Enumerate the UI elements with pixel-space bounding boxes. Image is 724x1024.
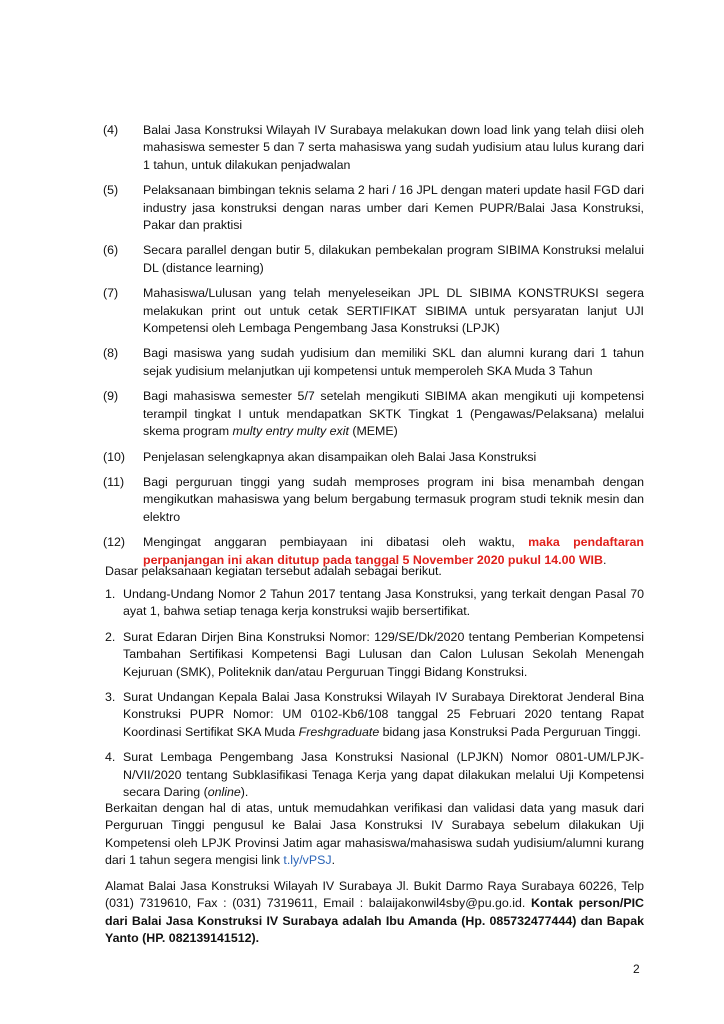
list-item bbox=[103, 242, 644, 277]
item-number: (11) bbox=[103, 474, 125, 489]
list-item bbox=[103, 122, 644, 174]
item-number: (7) bbox=[103, 286, 119, 301]
item-number: 4. bbox=[105, 750, 116, 765]
item-text: Balai Jasa Konstruksi Wilayah IV Surabaya melakukan down load link yang telah diisi oleh mahasiswa semester 5 dan 7 serta mahasiswa yang sudah yudisium atau lulus kurang dari 1 tahun, untuk dilakukan penjadwalan bbox=[143, 123, 644, 172]
paragraph-text: Berkaitan dengan hal di atas, untuk memudahkan verifikasi dan validasi data yang masuk dari Perguruan Tinggi pengusul ke Balai Jasa Konstruksi IV Surabaya sebelum dilakukan Uji Kompetensi oleh LPJK Provinsi Jatim agar mahasiswa/mahasiswa sudah yudisium/alumni kurang dari 1 tahun segera mengisi link bbox=[105, 801, 644, 868]
procedure-list bbox=[103, 122, 644, 577]
list-item bbox=[103, 345, 644, 380]
list-item bbox=[103, 474, 644, 526]
item-text: Bagi perguruan tinggi yang sudah memproses program ini bisa menambah dengan mengikutkan mahasiswa yang belum bergabung termasuk program studi teknik mesin dan elektro bbox=[143, 474, 644, 524]
alamat-paragraph bbox=[105, 878, 644, 948]
item-text-part: ). bbox=[240, 785, 249, 800]
list-item bbox=[103, 182, 644, 234]
item-text: Bagi masiswa yang sudah yudisium dan memiliki SKL dan alumni kurang dari 1 tahun sejak yudisium melanjutkan uji kompetensi untuk memperoleh SKA Muda 3 Tahun bbox=[143, 346, 644, 378]
deadline-notice: maka pendaftaran perpanjangan ini akan ditutup pada tanggal 5 November 2020 pukul 14.00 WIB bbox=[143, 535, 644, 567]
item-number: 2. bbox=[105, 629, 116, 644]
item-text-part: Surat Undangan Kepala Balai Jasa Konstruksi Wilayah IV Surabaya Direktorat Jenderal Bina Konstruksi PUPR Nomor: UM 0102-Kb6/108 tanggal 25 Februari 2020 tentang Rapat Koordinasi Sertifikat SKA Muda bbox=[123, 690, 644, 739]
item-text-part: (MEME) bbox=[348, 424, 398, 439]
item-text-part: Surat Lembaga Pengembang Jasa Konstruksi Nasional (LPJKN) Nomor 0801-UM/LPJK-N/VII/2020 tentang Subklasifikasi Tenaga Kerja yang dapat dilakukan melalui Uji Kompetensi secara Daring ( bbox=[123, 750, 644, 800]
list-item bbox=[105, 629, 644, 681]
registration-link[interactable]: t.ly/vPSJ bbox=[283, 853, 332, 868]
item-number: 3. bbox=[105, 690, 116, 705]
list-item bbox=[105, 749, 644, 801]
item-number: (4) bbox=[103, 123, 119, 137]
item-number: (10) bbox=[103, 449, 126, 464]
list-item bbox=[103, 285, 644, 337]
item-text: Undang-Undang Nomor 2 Tahun 2017 tentang Jasa Konstruksi, yang terkait dengan Pasal 70 ayat 1, bahwa setiap tenaga kerja konstruksi wajib bersertifikat. bbox=[123, 587, 644, 619]
item-text-italic: Freshgraduate bbox=[298, 724, 380, 739]
item-text-italic: multy entry multy exit bbox=[232, 424, 349, 439]
item-number: (8) bbox=[103, 346, 119, 361]
item-text bbox=[123, 689, 644, 741]
dasar-intro: Dasar pelaksanaan kegiatan tersebut adalah sebagai berikut. bbox=[105, 564, 442, 578]
item-text-part: Bagi mahasiswa semester 5/7 setelah mengikuti SIBIMA akan mengikuti uji kompetensi terampil tingkat I untuk mendapatkan SKTK Tingkat 1 (Pengawas/Pelaksana) melalui skema program bbox=[143, 389, 644, 439]
item-text: Pelaksanaan bimbingan teknis selama 2 hari / 16 JPL dengan materi update hasil FGD dari industry jasa konstruksi dengan naras umber dari Kemen PUPR/Balai Jasa Konstruksi, Pakar dan praktisi bbox=[143, 183, 644, 233]
list-item bbox=[103, 449, 644, 466]
item-number: (12) bbox=[103, 535, 126, 550]
list-item bbox=[103, 388, 644, 440]
item-number: (9) bbox=[103, 389, 119, 404]
item-text bbox=[123, 749, 644, 801]
list-item bbox=[105, 689, 644, 741]
item-text-italic: online bbox=[207, 785, 241, 800]
item-text: Mahasiswa/Lulusan yang telah menyeleseikan JPL DL SIBIMA KONSTRUKSI segera melakukan print out untuk cetak SERTIFIKAT SIBIMA untuk persyaratan lanjut UJI Kompetensi oleh Lembaga Pengembang Jasa Konstruksi (LPJK) bbox=[143, 286, 644, 336]
item-number: (6) bbox=[103, 243, 119, 258]
berkaitan-paragraph bbox=[105, 800, 644, 870]
item-text: Penjelasan selengkapnya akan disampaikan oleh Balai Jasa Konstruksi bbox=[143, 449, 537, 464]
page-number: 2 bbox=[633, 962, 640, 976]
item-number: 1. bbox=[105, 587, 116, 601]
paragraph-text: . bbox=[331, 853, 336, 868]
item-text-part: bidang jasa Konstruksi Pada Perguruan Tinggi. bbox=[379, 724, 641, 739]
contact-person-text: Kontak person/PIC dari Balai Jasa Konstruksi IV Surabaya adalah Ibu Amanda (Hp. 085732477444) dan Bapak Yanto (HP. 082139141512). bbox=[105, 896, 644, 946]
item-text bbox=[143, 388, 644, 440]
address-text: Alamat Balai Jasa Konstruksi Wilayah IV Surabaya Jl. Bukit Darmo Raya Surabaya 60226, Telp (031) 7319610, Fax : (031) 7319611, Email : balaijakonwil4sby@pu.go.id. bbox=[105, 879, 644, 911]
list-item bbox=[105, 586, 644, 621]
dasar-list bbox=[105, 586, 644, 809]
item-text-part: Mengingat anggaran pembiayaan ini dibatasi oleh waktu, bbox=[143, 535, 529, 550]
item-text-part: . bbox=[602, 552, 607, 567]
item-text: Secara parallel dengan butir 5, dilakukan pembekalan program SIBIMA Konstruksi melalui DL (distance learning) bbox=[143, 243, 644, 275]
item-number: (5) bbox=[103, 183, 119, 198]
item-text: Surat Edaran Dirjen Bina Konstruksi Nomor: 129/SE/Dk/2020 tentang Pemberian Kompetensi Tambahan Sertifikasi Kompetensi Bagi Lulusan dan Calon Lulusan Sekolah Menengah Kejuruan (SMK), Politeknik dan/atau Perguruan Tinggi Bidang Konstruksi. bbox=[123, 629, 644, 679]
